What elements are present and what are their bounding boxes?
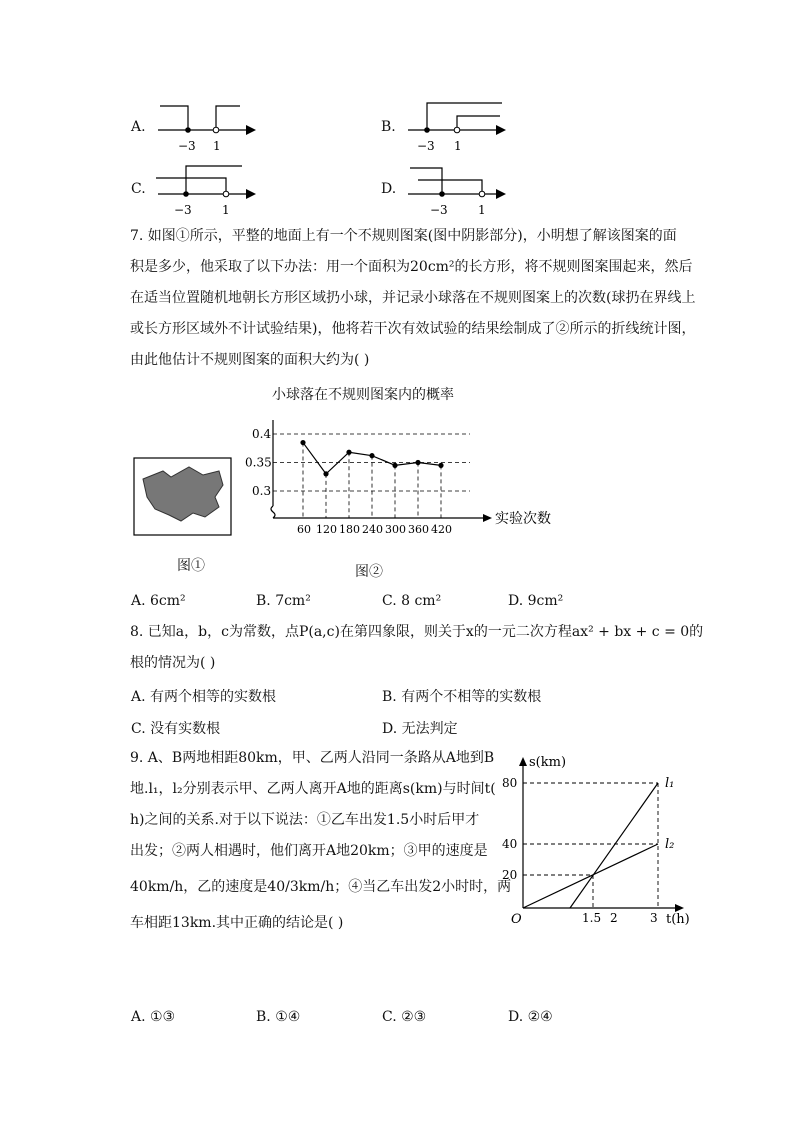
q6-d-right-label: 1 — [478, 203, 486, 217]
q6-c-right-label: 1 — [222, 203, 230, 217]
q6-a-right-label: 1 — [213, 139, 221, 153]
q6-option-a-figure — [150, 98, 260, 154]
q6-c-left-label: −3 — [174, 203, 192, 217]
chart-x-tick-label: 240 — [362, 523, 383, 536]
chart-x-axis-label: 实验次数 — [495, 511, 551, 527]
q9-line-6: 车相距13km.其中正确的结论是( ) — [130, 915, 344, 931]
q7-option-b[interactable]: B. 7cm² — [256, 593, 311, 609]
q7-option-a[interactable]: A. 6cm² — [131, 593, 186, 609]
q7-figure-2-caption: 图② — [355, 564, 383, 580]
q8-line-1: 8. 已知a，b，c为常数，点P(a,c)在第四象限，则关于x的一元二次方程ax² + bx + c = 0的 — [130, 624, 704, 640]
chart-data-point — [300, 440, 305, 445]
chart-x-tick-label: 60 — [297, 523, 311, 536]
chart-y-tick-label: 0.35 — [245, 455, 272, 470]
q9-option-a[interactable]: A. ①③ — [131, 1009, 176, 1025]
chart-data-point — [369, 453, 374, 458]
x-axis-label: t(h) — [666, 912, 690, 927]
y-axis-label: s(km) — [529, 755, 567, 770]
chart-x-tick-label: 360 — [408, 523, 429, 536]
x-tick-3: 3 — [650, 911, 658, 925]
q7-figure-1 — [133, 457, 233, 537]
q9-line-4: 出发；②两人相遇时，他们离开A地20km；③甲的速度是 — [130, 843, 488, 859]
q6-option-b-figure — [400, 98, 510, 154]
chart-y-tick-label: 0.3 — [252, 484, 272, 498]
line-l1-label: l₁ — [665, 776, 675, 791]
y-tick-20: 20 — [502, 868, 518, 882]
q7-line-3: 在适当位置随机地朝长方形区域扔小球，并记录小球落在不规则图案上的次数(球扔在界线上 — [130, 290, 696, 306]
line-l1 — [570, 783, 658, 908]
chart-y-tick-label: 0.4 — [252, 427, 272, 441]
chart-data-point — [392, 463, 397, 468]
q7-figure-1-caption: 图① — [177, 558, 205, 574]
q7-line-4: 或长方形区域外不计试验结果)，他将若干次有效试验的结果绘制成了②所示的折线统计图， — [130, 321, 696, 337]
chart-data-point — [323, 471, 328, 476]
chart-data-point — [346, 450, 351, 455]
q9-graph — [500, 750, 700, 930]
chart-x-tick-label: 300 — [385, 523, 406, 536]
q7-line-5: 由此他估计不规则图案的面积大约为( ) — [130, 352, 370, 368]
y-tick-40: 40 — [502, 837, 518, 851]
chart-x-tick-label: 120 — [316, 523, 337, 536]
chart-x-arrow-icon — [483, 514, 492, 522]
q8-option-d[interactable]: D. 无法判定 — [382, 721, 458, 737]
q8-line-2: 根的情况为( ) — [130, 655, 216, 671]
q6-d-left-label: −3 — [430, 203, 448, 217]
q6-option-c-figure — [150, 160, 260, 218]
q6-option-d-letter[interactable]: D. — [381, 181, 397, 197]
q9-line-3: h)之间的关系.对于以下说法：①乙车出发1.5小时后甲才 — [130, 812, 480, 828]
q7-option-d[interactable]: D. 9cm² — [508, 593, 564, 609]
chart-data-point — [415, 460, 420, 465]
q9-line-2: 地.l₁，l₂分别表示甲、乙两人离开A地的距离s(km)与时间t( — [130, 781, 496, 797]
q6-option-c-letter[interactable]: C. — [131, 181, 146, 197]
line-l2 — [523, 844, 658, 908]
q7-line-2: 积是多少，他采取了以下办法：用一个面积为20cm²的长方形，将不规则图案围起来，然后 — [130, 259, 693, 275]
q9-option-b[interactable]: B. ①④ — [256, 1009, 301, 1025]
q6-b-left-label: −3 — [417, 139, 435, 153]
q7-chart — [245, 410, 560, 540]
chart-data-point — [438, 463, 443, 468]
q9-option-d[interactable]: D. ②④ — [508, 1009, 553, 1025]
chart-axis-break — [271, 506, 275, 518]
line-l2-label: l₂ — [665, 837, 675, 852]
q6-option-b-letter[interactable]: B. — [381, 119, 396, 135]
x-tick-1-5: 1.5 — [582, 911, 602, 925]
q8-option-b[interactable]: B. 有两个不相等的实数根 — [382, 689, 542, 705]
y-tick-80: 80 — [502, 776, 518, 790]
q9-line-5: 40km/h，乙的速度是40/3km/h；④当乙车出发2小时时，两 — [130, 879, 512, 895]
q6-b-right-label: 1 — [454, 139, 462, 153]
y-axis-arrow-icon — [519, 757, 527, 766]
q8-option-c[interactable]: C. 没有实数根 — [131, 721, 221, 737]
q7-line-1: 7. 如图①所示，平整的地面上有一个不规则图案(图中阴影部分)，小明想了解该图案的面 — [130, 228, 677, 244]
chart-x-tick-label: 180 — [339, 523, 360, 536]
chart-title: 小球落在不规则图案内的概率 — [272, 387, 454, 403]
q6-option-d-figure — [400, 160, 510, 218]
origin-label: O — [511, 912, 522, 927]
q9-line-1: 9. A、B两地相距80km，甲、乙两人沿同一条路从A地到B — [130, 750, 495, 766]
x-tick-2: 2 — [610, 911, 618, 925]
q6-a-left-label: −3 — [178, 139, 196, 153]
q9-option-c[interactable]: C. ②③ — [382, 1009, 427, 1025]
x-axis-arrow-icon — [675, 904, 684, 912]
chart-x-tick-label: 420 — [431, 523, 452, 536]
q6-option-a-letter[interactable]: A. — [131, 119, 146, 135]
q8-option-a[interactable]: A. 有两个相等的实数根 — [131, 689, 277, 705]
q7-option-c[interactable]: C. 8 cm² — [382, 593, 442, 609]
